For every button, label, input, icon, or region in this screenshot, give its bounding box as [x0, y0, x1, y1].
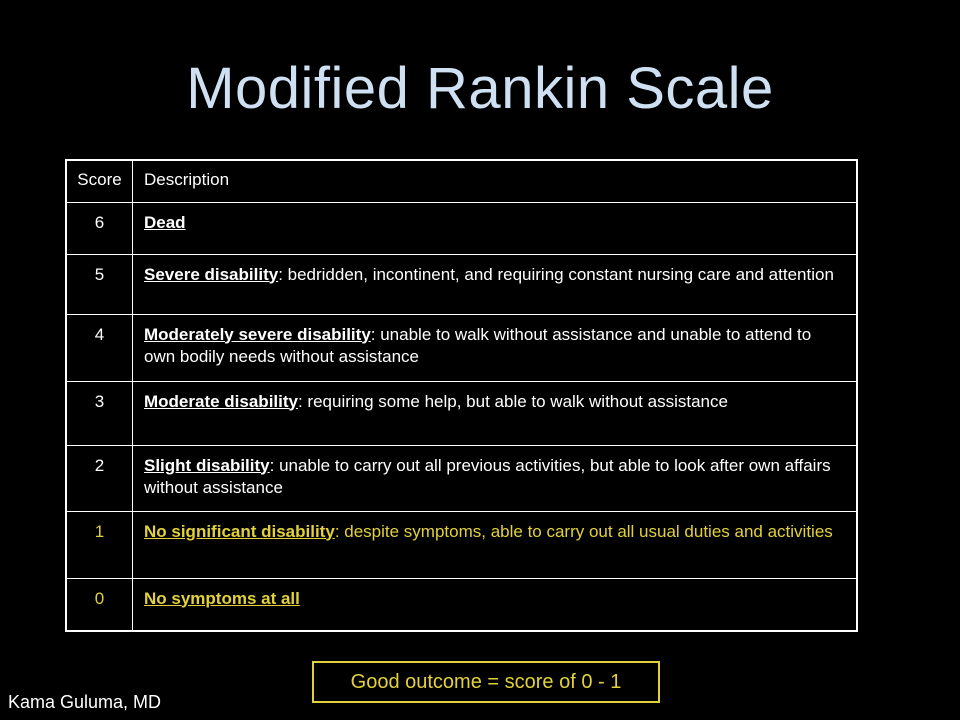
- description-cell: [133, 381, 858, 445]
- disability-detail: : unable to carry out all previous activities, but able to look after own affairs without assistance: [144, 455, 831, 497]
- description-cell: [133, 202, 858, 254]
- table-row: [66, 578, 857, 631]
- score-cell: 1: [66, 511, 133, 578]
- disability-term: No significant disability: [144, 521, 335, 541]
- disability-detail: : bedridden, incontinent, and requiring constant nursing care and attention: [278, 264, 834, 284]
- rankin-scale-table: [65, 159, 858, 632]
- score-cell: 6: [66, 202, 133, 254]
- disability-term: Severe disability: [144, 264, 279, 284]
- slide-title: Modified Rankin Scale: [186, 56, 774, 121]
- disability-term: Slight disability: [144, 455, 270, 475]
- table-row: [66, 511, 857, 578]
- score-cell: 3: [66, 381, 133, 445]
- good-outcome-note: Good outcome = score of 0 - 1: [312, 661, 660, 703]
- disability-term: No symptoms at all: [144, 588, 300, 608]
- table-row: [66, 381, 857, 445]
- disability-term: Moderate disability: [144, 391, 298, 411]
- disability-detail: : requiring some help, but able to walk without assistance: [297, 391, 728, 411]
- disability-detail: : unable to walk without assistance and unable to attend to own bodily needs without assistance: [144, 324, 812, 366]
- score-cell: 4: [66, 314, 133, 381]
- disability-term: Moderately severe disability: [144, 324, 371, 344]
- description-cell: [133, 511, 858, 578]
- table-row: [66, 445, 857, 511]
- table-row: [66, 202, 857, 254]
- table-header-row: [66, 160, 857, 202]
- table-row: [66, 254, 857, 314]
- description-cell: [133, 578, 858, 631]
- score-cell: 5: [66, 254, 133, 314]
- description-cell: [133, 254, 858, 314]
- author-credit: Kama Guluma, MD: [8, 692, 162, 712]
- score-cell: 0: [66, 578, 133, 631]
- score-cell: 2: [66, 445, 133, 511]
- disability-term: Dead: [144, 212, 186, 232]
- disability-detail: : despite symptoms, able to carry out all usual duties and activities: [334, 521, 833, 541]
- description-cell: [133, 445, 858, 511]
- description-cell: [133, 314, 858, 381]
- score-column-header: Score: [66, 160, 133, 202]
- table-row: [66, 314, 857, 381]
- description-column-header: Description: [133, 160, 858, 202]
